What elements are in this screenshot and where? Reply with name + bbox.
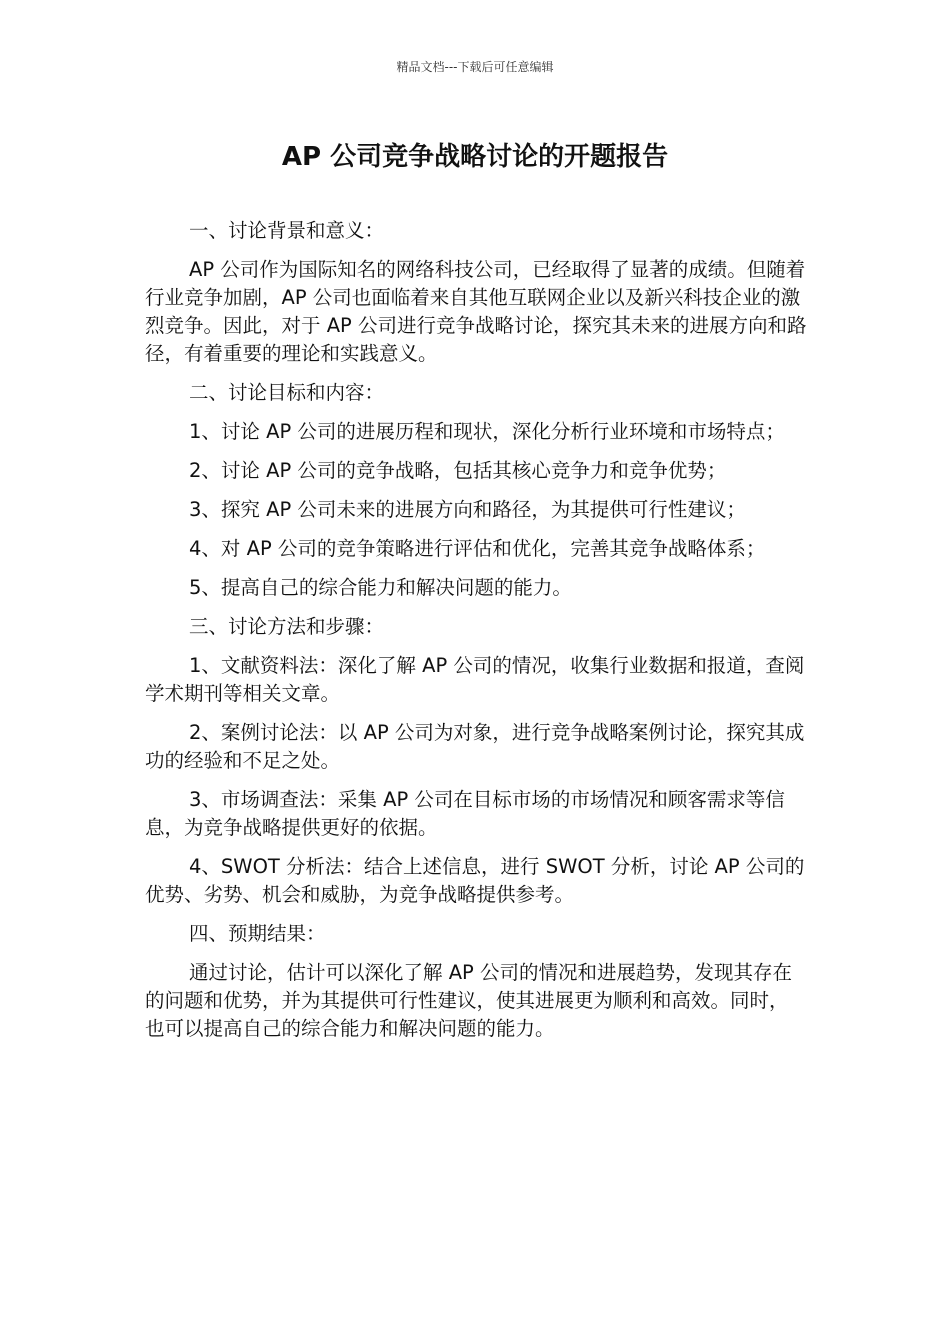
list-item-method-1: 1、文献资料法：深化了解 AP 公司的情况，收集行业数据和报道，查阅学术期刊等相关文章。 xyxy=(145,654,805,705)
list-item-method-2: 2、案例讨论法：以 AP 公司为对象，进行竞争战略案例讨论，探究其成功的经验和不足之处。 xyxy=(145,721,805,772)
paragraph-background: AP 公司作为国际知名的网络科技公司，已经取得了显著的成绩。但随着行业竞争加剧，AP 公司也面临着来自其他互联网企业以及新兴科技企业的激烈竞争。因此，对于 AP 公司进行竞争战略讨论，探究其未来的进展方向和路径，有着重要的理论和实践意义。 xyxy=(145,258,807,365)
list-item-goal-4: 4、对 AP 公司的竞争策略进行评估和优化，完善其竞争战略体系； xyxy=(189,537,766,560)
list-item-goal-2: 2、讨论 AP 公司的竞争战略，包括其核心竞争力和竞争优势； xyxy=(189,459,727,482)
list-item-goal-3: 3、探究 AP 公司未来的进展方向和路径，为其提供可行性建议； xyxy=(189,498,746,521)
list-item-method-4: 4、SWOT 分析法：结合上述信息，进行 SWOT 分析，讨论 AP 公司的优势、劣势、机会和威胁，为竞争战略提供参考。 xyxy=(145,855,805,906)
header-note: 精品文档---下载后可任意编辑 xyxy=(396,60,554,74)
document-title: AP 公司竞争战略讨论的开题报告 xyxy=(281,142,669,172)
list-item-method-3: 3、市场调查法：采集 AP 公司在目标市场的市场情况和顾客需求等信息，为竞争战略提供更好的依据。 xyxy=(145,788,785,839)
list-item-goal-5: 5、提高自己的综合能力和解决问题的能力。 xyxy=(189,576,572,599)
section-heading-background: 一、讨论背景和意义： xyxy=(189,219,385,242)
document-body xyxy=(145,217,807,1054)
section-heading-goals: 二、讨论目标和内容： xyxy=(189,381,385,404)
section-heading-methods: 三、讨论方法和步骤： xyxy=(189,615,385,638)
section-heading-results: 四、预期结果： xyxy=(189,922,326,945)
list-item-goal-1: 1、讨论 AP 公司的进展历程和现状，深化分析行业环境和市场特点； xyxy=(189,420,785,443)
paragraph-results: 通过讨论，估计可以深化了解 AP 公司的情况和进展趋势，发现其存在的问题和优势，并为其提供可行性建议，使其进展更为顺利和高效。同时，也可以提高自己的综合能力和解决问题的能力。 xyxy=(145,961,792,1040)
